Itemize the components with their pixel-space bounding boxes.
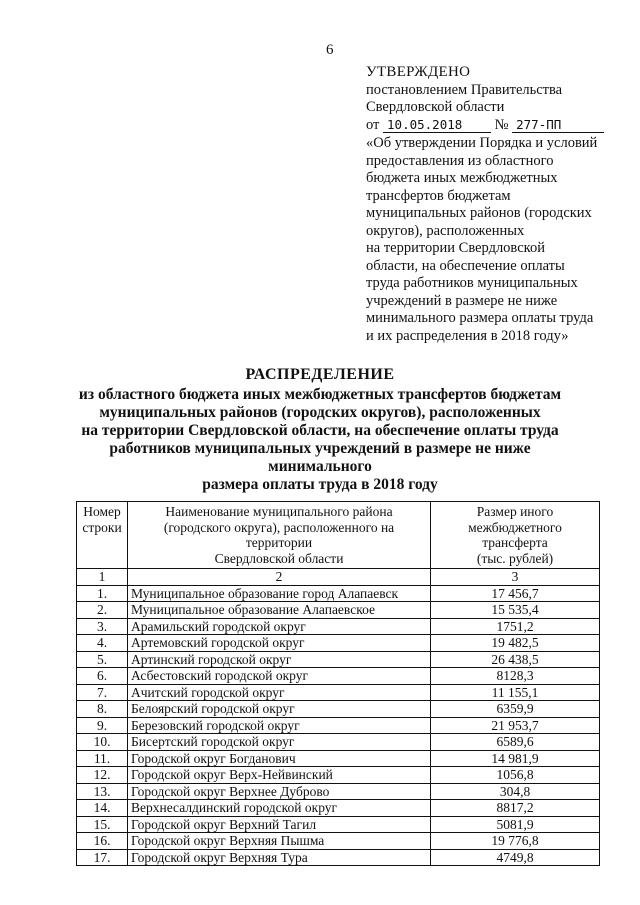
approval-line-2: Свердловской области (366, 99, 505, 115)
table-row (77, 618, 600, 635)
header-municipality: Наименование муниципального района (городского округа), расположенного на территории Свердловской области (128, 502, 431, 569)
title-line: размера оплаты труда в 2018 году (202, 476, 438, 493)
table-row (77, 767, 600, 784)
subject-line: бюджета иных межбюджетных (366, 170, 558, 186)
table-row (77, 750, 600, 767)
table-row (77, 684, 600, 701)
row-municipality: Ачитский городской округ (128, 684, 431, 701)
table-row (77, 833, 600, 850)
subject-line: трансфертов бюджетам (366, 187, 511, 204)
row-amount: 14 981,9 (431, 750, 600, 767)
row-municipality: Асбестовский городской округ (128, 668, 431, 685)
row-municipality: Городской округ Верхняя Пышма (128, 833, 431, 850)
row-number: 9. (77, 717, 128, 734)
approval-stamp: УТВЕРЖДЕНО (366, 64, 471, 80)
number-prefix: № (494, 116, 509, 133)
subject-line: и их распределения в 2018 году» (366, 327, 569, 344)
row-amount: 15 535,4 (431, 602, 600, 619)
subject-line: округов), расположенных (366, 222, 525, 239)
row-number: 7. (77, 684, 128, 701)
row-number: 10. (77, 734, 128, 751)
table-row (77, 668, 600, 685)
distribution-table (76, 501, 600, 866)
row-number: 14. (77, 800, 128, 817)
subject-line: области, на обеспечение оплаты (366, 257, 565, 274)
approval-date: 10.05.2018 (383, 117, 491, 133)
row-amount: 26 438,5 (431, 651, 600, 668)
row-municipality: Бисертский городской округ (128, 734, 431, 751)
approval-subject (366, 135, 616, 345)
row-number: 13. (77, 783, 128, 800)
row-amount: 1751,2 (431, 618, 600, 635)
row-number: 15. (77, 816, 128, 833)
table-row (77, 651, 600, 668)
approval-number: 277-ПП (512, 117, 604, 133)
row-amount: 21 953,7 (431, 717, 600, 734)
header-row-number: Номер строки (77, 502, 128, 569)
approval-block (366, 64, 616, 345)
title-main: РАСПРЕДЕЛЕНИЕ (245, 366, 395, 383)
row-municipality: Городской округ Верхнее Дуброво (128, 783, 431, 800)
row-amount: 19 776,8 (431, 833, 600, 850)
row-number: 5. (77, 651, 128, 668)
table-header-row (77, 502, 600, 569)
row-number: 3. (77, 618, 128, 635)
row-municipality: Верхнесалдинский городской округ (128, 800, 431, 817)
subject-line: «Об утверждении Порядка и условий (366, 135, 598, 151)
row-amount: 19 482,5 (431, 635, 600, 652)
table-row (77, 701, 600, 718)
page-number: 6 (326, 42, 334, 58)
table-row (77, 717, 600, 734)
table-row (77, 849, 600, 866)
row-amount: 8817,2 (431, 800, 600, 817)
subject-line: труда работников муниципальных (366, 275, 578, 291)
subject-line: муниципальных районов (городских (366, 205, 592, 221)
row-number: 12. (77, 767, 128, 784)
table-row (77, 783, 600, 800)
row-amount: 5081,9 (431, 816, 600, 833)
row-number: 2. (77, 602, 128, 619)
row-number: 11. (77, 750, 128, 767)
row-municipality: Белоярский городской округ (128, 701, 431, 718)
row-amount: 11 155,1 (431, 684, 600, 701)
row-amount: 6359,9 (431, 701, 600, 718)
table-row (77, 585, 600, 602)
row-number: 1. (77, 585, 128, 602)
row-municipality: Городской округ Верхняя Тура (128, 849, 431, 866)
row-municipality: Березовский городской округ (128, 717, 431, 734)
row-number: 16. (77, 833, 128, 850)
table-row (77, 734, 600, 751)
row-municipality: Арамильский городской округ (128, 618, 431, 635)
row-amount: 4749,8 (431, 849, 600, 866)
row-amount: 17 456,7 (431, 585, 600, 602)
row-municipality: Городской округ Богданович (128, 750, 431, 767)
row-number: 8. (77, 701, 128, 718)
table-row (77, 800, 600, 817)
row-municipality: Артинский городской округ (128, 651, 431, 668)
title-line: на территории Свердловской области, на обеспечение оплаты труда (81, 422, 559, 439)
title-line: муниципальных районов (городских округов), расположенных (99, 404, 541, 421)
table-row (77, 635, 600, 652)
document-title (70, 366, 570, 494)
row-number: 4. (77, 635, 128, 652)
row-municipality: Муниципальное образование Алапаевское (128, 602, 431, 619)
row-number: 6. (77, 668, 128, 685)
row-municipality: Муниципальное образование город Алапаевск (128, 585, 431, 602)
subject-line: учреждений в размере не ниже (366, 292, 558, 309)
row-number: 17. (77, 849, 128, 866)
table-row (77, 602, 600, 619)
approval-line-1: постановлением Правительства (366, 81, 563, 98)
row-amount: 304,8 (431, 783, 600, 800)
header-amount: Размер иного межбюджетного трансферта (тыс. рублей) (431, 502, 600, 569)
subject-line: на территории Свердловской (366, 240, 545, 256)
row-amount: 1056,8 (431, 767, 600, 784)
table-row (77, 816, 600, 833)
subject-line: минимального размера оплаты труда (366, 310, 594, 326)
row-amount: 6589,6 (431, 734, 600, 751)
column-index-row: 1 2 3 (77, 569, 600, 586)
title-line: работников муниципальных учреждений в размере не ниже минимального (109, 440, 531, 475)
row-municipality: Городской округ Верх-Нейвинский (128, 767, 431, 784)
title-line: из областного бюджета иных межбюджетных трансфертов бюджетам (78, 386, 562, 403)
approval-dateline (366, 117, 616, 135)
date-prefix: от (366, 116, 380, 133)
subject-line: предоставления из областного (366, 152, 554, 169)
row-amount: 8128,3 (431, 668, 600, 685)
row-municipality: Артемовский городской округ (128, 635, 431, 652)
row-municipality: Городской округ Верхний Тагил (128, 816, 431, 833)
